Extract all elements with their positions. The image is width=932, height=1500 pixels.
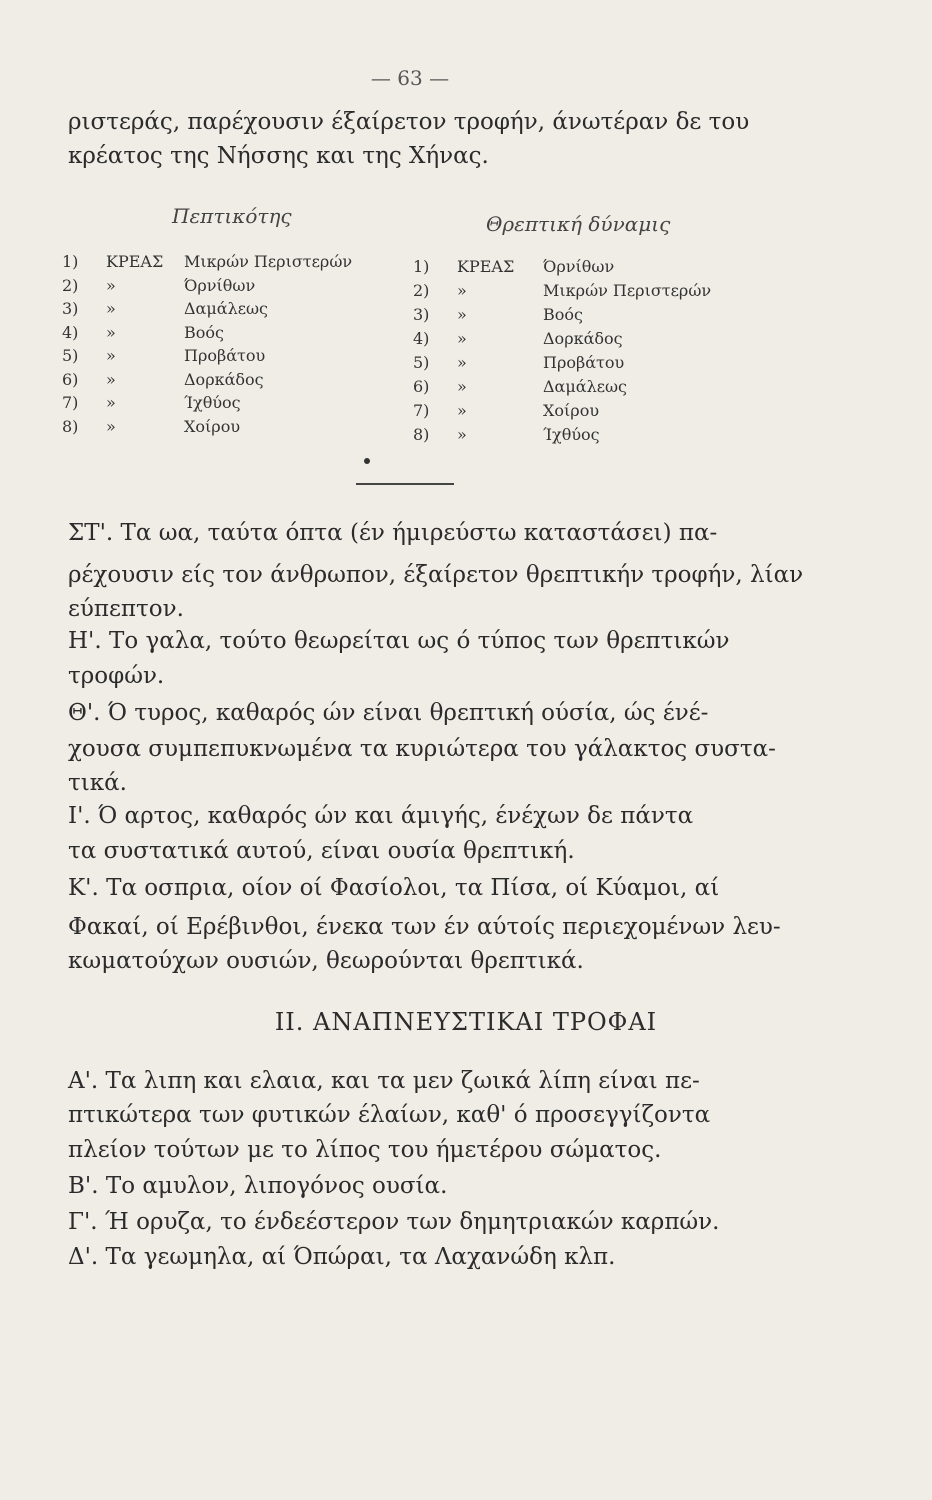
rank-category: » (106, 416, 116, 436)
rank-item: Προβάτου (543, 353, 625, 372)
ranking-row (62, 369, 264, 391)
rank-number: 7) (62, 393, 79, 412)
rank-number: 1) (413, 257, 430, 276)
intro-line: ριστεράς, παρέχουσιν έξαίρετον τροφήν, άνωτέραν δε του (68, 109, 750, 135)
ranking-row (62, 275, 255, 297)
ranking-row (62, 322, 224, 344)
text-line: τικά. (68, 770, 127, 796)
text-line: τα συστατικά αυτού, είναι ουσία θρεπτική. (68, 838, 575, 864)
rank-item: Χοίρου (184, 416, 241, 436)
rank-category: » (457, 305, 467, 324)
ranking-row (62, 345, 265, 367)
text-line: πτικώτερα των φυτικών έλαίων, καθ' ό προσεγγίζοντα (68, 1102, 711, 1128)
rank-category: » (457, 353, 467, 372)
text-line: χουσα συμπεπυκνωμένα τα κυριώτερα του γάλακτος συστα- (68, 736, 776, 762)
ranking-row (413, 424, 600, 446)
ranking-row (62, 416, 240, 438)
rank-category: » (106, 346, 116, 365)
rank-category: » (457, 377, 467, 396)
rank-item: Ίχθύος (184, 393, 241, 412)
rank-category: » (106, 275, 116, 295)
rank-item: Δαμάλεως (543, 377, 627, 396)
ranking-row (413, 376, 627, 398)
rank-number: 2) (413, 281, 430, 300)
text-line: ΣΤ'. Τα ωα, ταύτα όπτα (έν ήμιρεύστω καταστάσει) πα- (68, 520, 718, 546)
rank-number: 4) (62, 322, 79, 342)
ink-dot (364, 458, 370, 464)
section-divider (356, 483, 454, 485)
rank-category: ΚΡΕΑΣ (106, 252, 164, 271)
section-heading: ΙΙ. ΑΝΑΠΝΕΥΣΤΙΚΑΙ ΤΡΟΦΑΙ (274, 1008, 658, 1036)
ranking-row (413, 328, 623, 350)
ranking-row (413, 352, 624, 374)
rank-item: Βοός (543, 305, 583, 324)
rank-category: » (106, 299, 116, 318)
rank-number: 4) (413, 329, 430, 348)
rank-number: 7) (413, 401, 430, 420)
rank-category: ΚΡΕΑΣ (457, 257, 515, 276)
text-line: Η'. Το γαλα, τούτο θεωρείται ως ό τύπος των θρεπτικών (68, 628, 730, 654)
rank-number: 6) (413, 377, 430, 396)
digestibility-heading: Πεπτικότης (172, 204, 292, 228)
rank-category: » (106, 322, 116, 342)
rank-number: 1) (62, 252, 79, 271)
intro-line: κρέατος της Νήσσης και της Χήνας. (68, 143, 489, 169)
text-line: Θ'. Ό τυρος, καθαρός ών είναι θρεπτική ούσία, ώς ένέ- (68, 700, 709, 726)
rank-number: 8) (413, 425, 430, 444)
ranking-row (413, 256, 614, 278)
rank-number: 5) (62, 346, 79, 365)
rank-item: Μικρών Περιστερών (543, 281, 712, 300)
rank-item: Βοός (184, 322, 224, 342)
rank-category: » (457, 425, 467, 444)
rank-number: 3) (413, 305, 430, 324)
rank-number: 5) (413, 353, 430, 372)
text-line: Δ'. Τα γεωμηλα, αί Όπώραι, τα Λαχανώδη κλπ. (68, 1244, 616, 1270)
rank-number: 2) (62, 275, 79, 295)
rank-category: » (457, 281, 467, 300)
text-line: εύπεπτον. (68, 596, 184, 622)
text-line: Ι'. Ό αρτος, καθαρός ών και άμιγής, ένέχων δε πάντα (68, 803, 694, 829)
rank-category: » (106, 393, 116, 412)
text-line: Γ'. Ή ορυζα, το ένδεέστερον των δημητριακών καρπών. (68, 1209, 720, 1235)
rank-item: Δορκάδος (543, 329, 623, 348)
text-line: Α'. Τα λιπη και ελαια, και τα μεν ζωικά λίπη είναι πε- (68, 1068, 700, 1094)
ranking-row (62, 298, 268, 320)
text-line: Φακαί, οί Ερέβινθοι, ένεκα των έν αύτοίς περιεχομένων λευ- (68, 914, 781, 940)
rank-number: 8) (62, 416, 79, 436)
ranking-row (413, 280, 711, 302)
rank-item: Δορκάδος (184, 369, 264, 389)
rank-category: » (106, 369, 116, 389)
rank-item: Όρνίθων (184, 275, 256, 295)
text-line: τροφών. (68, 663, 165, 689)
page-number: — 63 — (370, 66, 450, 90)
text-line: ρέχουσιν είς τον άνθρωπον, έξαίρετον θρεπτικήν τροφήν, λίαν (68, 562, 804, 588)
rank-item: Χοίρου (543, 401, 600, 420)
rank-number: 6) (62, 369, 79, 389)
rank-item: Ίχθύος (543, 425, 600, 444)
ranking-row (413, 400, 599, 422)
rank-category: » (457, 401, 467, 420)
ranking-row (62, 392, 241, 414)
rank-number: 3) (62, 299, 79, 318)
text-line: κωματούχων ουσιών, θεωρούνται θρεπτικά. (68, 948, 584, 974)
nutritive-power-heading: Θρεπτική δύναμις (486, 212, 671, 236)
rank-category: » (457, 329, 467, 348)
text-line: πλείον τούτων με το λίπος του ήμετέρου σώματος. (68, 1137, 662, 1163)
rank-item: Προβάτου (184, 346, 266, 365)
text-line: Κ'. Τα οσπρια, οίον οί Φασίολοι, τα Πίσα, οί Κύαμοι, αί (68, 875, 720, 901)
ranking-row (62, 251, 352, 273)
text-line: Β'. Το αμυλον, λιπογόνος ουσία. (68, 1173, 448, 1199)
rank-item: Μικρών Περιστερών (184, 252, 353, 271)
ranking-row (413, 304, 583, 326)
rank-item: Όρνίθων (543, 257, 615, 276)
rank-item: Δαμάλεως (184, 299, 268, 318)
